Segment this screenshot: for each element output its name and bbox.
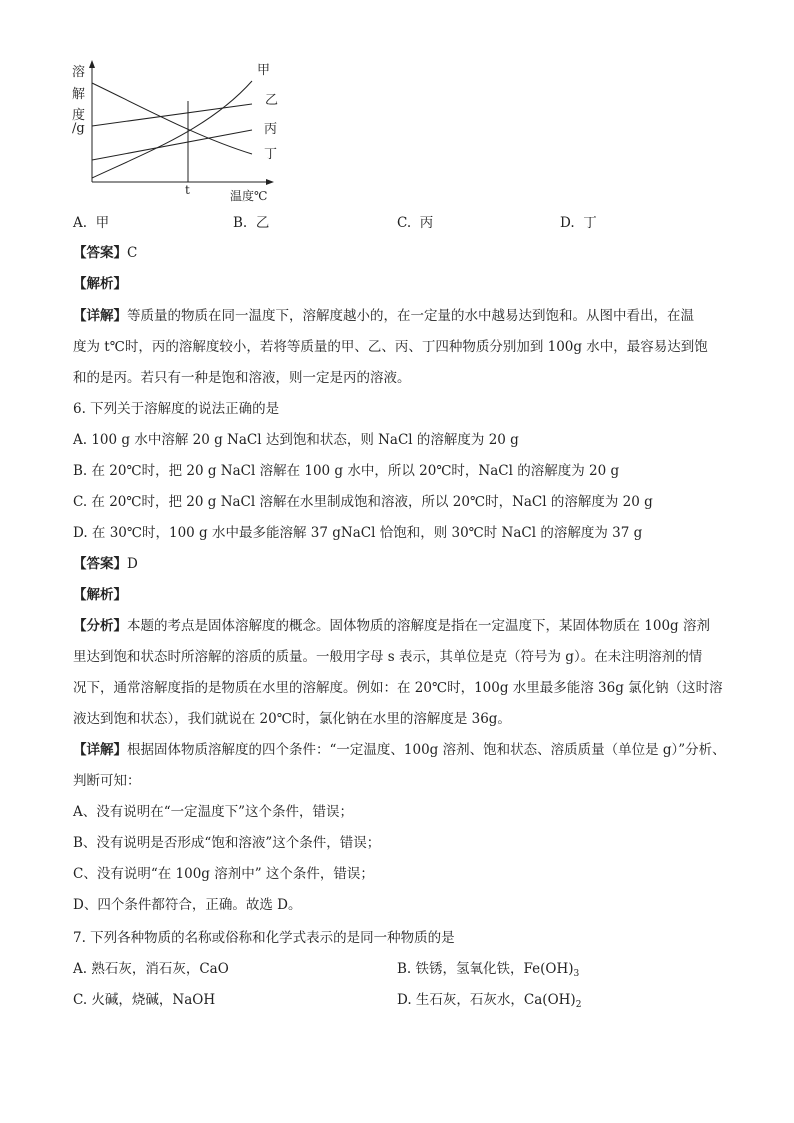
answer-tag: 【答案】	[73, 245, 127, 261]
option-text: D. 生石灰，石灰水，Ca(OH)	[397, 992, 576, 1008]
subscript: 2	[575, 1000, 582, 1010]
q6-title: 6. 下列关于溶解度的说法正确的是	[73, 401, 280, 417]
q6-fenxi-line: 液达到饱和状态），我们就说在 20℃时，氯化钠在水里的溶解度是 36g。	[73, 711, 511, 727]
option-text: 甲	[95, 215, 110, 231]
q5-detail-line	[73, 306, 694, 326]
q6-option-b: B. 在 20℃时，把 20 g NaCl 溶解在 100 g 水中，所以 20℃时，NaCl 的溶解度为 20 g	[73, 463, 620, 479]
q7-option-c: C. 火碱，烧碱，NaOH	[73, 992, 216, 1008]
y-label-char: 解	[72, 87, 86, 102]
answer-value: D	[127, 556, 138, 572]
y-label-char: /g	[72, 121, 85, 136]
detail-tag: 【详解】	[73, 308, 127, 324]
q6-detail-line	[73, 740, 726, 760]
q7-title: 7. 下列各种物质的名称或俗称和化学式表示的是同一种物质的是	[73, 930, 455, 946]
y-axis-arrow	[89, 60, 95, 68]
fenxi-text: 本题的考点是固体溶解度的概念。固体物质的溶解度是指在一定温度下，某固体物质在 100g 溶剂	[127, 618, 710, 634]
series-line-乙	[92, 104, 252, 126]
series-line-丙	[92, 130, 252, 160]
q5-option-d	[560, 213, 597, 233]
q6-detail-line: C、没有说明“在 100g 溶剂中” 这个条件，错误；	[73, 866, 374, 882]
q5-detail-line: 和的是丙。若只有一种是饱和溶液，则一定是丙的溶液。	[73, 370, 411, 386]
q6-option-a: A. 100 g 水中溶解 20 g NaCl 达到饱和状态，则 NaCl 的溶解度为 20 g	[73, 432, 519, 448]
q6-detail-line: B、没有说明是否形成“饱和溶液”这个条件，错误；	[73, 835, 381, 851]
q7-option-a: A. 熟石灰，消石灰，CaO	[73, 961, 229, 977]
subscript: 3	[573, 969, 580, 979]
series-line-丁	[92, 83, 252, 154]
q7-option-d	[397, 990, 581, 1010]
q6-detail-line: 判断可知：	[73, 773, 141, 789]
series-label-bing: 丙	[264, 122, 278, 137]
detail-text: 等质量的物质在同一温度下，溶解度越小的，在一定量的水中越易达到饱和。从图中看出，在温	[127, 308, 694, 324]
series-label-yi: 乙	[265, 93, 279, 108]
q5-answer	[73, 243, 137, 263]
series-label-jia: 甲	[257, 63, 271, 78]
q6-fenxi-line: 况下，通常溶解度指的是物质在水里的溶解度。例如：在 20℃时，100g 水里最多能溶 36g 氯化钠（这时溶	[73, 680, 723, 696]
option-letter: A.	[73, 215, 88, 231]
y-label-char: 溶	[72, 65, 86, 80]
t-marker-label: t	[185, 183, 190, 197]
option-text: 丙	[419, 215, 434, 231]
q6-fenxi-line	[73, 616, 710, 636]
q5-analysis	[73, 274, 127, 294]
option-letter: D.	[560, 215, 575, 231]
q5-option-c	[397, 213, 433, 233]
option-letter: C.	[397, 215, 412, 231]
fenxi-tag: 【分析】	[73, 618, 127, 634]
y-label-char: 度	[72, 108, 86, 123]
q5-detail-line: 度为 t℃时，丙的溶解度较小，若将等质量的甲、乙、丙、丁四种物质分别加到 100g 水中，最容易达到饱	[73, 339, 708, 355]
q6-option-d: D. 在 30℃时，100 g 水中最多能溶解 37 gNaCl 恰饱和，则 30℃时 NaCl 的溶解度为 37 g	[73, 525, 643, 541]
q6-detail-line: A、没有说明在“一定温度下”这个条件，错误；	[73, 804, 354, 820]
detail-text: 根据固体物质溶解度的四个条件：“一定温度、100g 溶剂、饱和状态、溶质质量（单位是 g）”分析、	[127, 742, 726, 758]
analysis-tag: 【解析】	[73, 587, 127, 603]
option-letter: B.	[233, 215, 248, 231]
option-text: 丁	[583, 215, 597, 231]
solubility-chart	[60, 56, 360, 266]
y-axis-label	[72, 64, 85, 136]
x-axis-arrow	[266, 179, 274, 185]
q5-option-b	[233, 213, 269, 233]
q6-detail-line: D、四个条件都符合，正确。故选 D。	[73, 897, 302, 913]
option-text: 乙	[255, 215, 270, 231]
q6-answer	[73, 554, 138, 574]
analysis-tag: 【解析】	[73, 276, 127, 292]
series-line-甲	[92, 81, 252, 178]
option-text: B. 铁锈，氢氧化铁，Fe(OH)	[397, 961, 574, 977]
x-axis-label: 温度℃	[230, 189, 268, 203]
q5-option-a	[73, 213, 109, 233]
answer-value: C	[127, 245, 138, 261]
q6-analysis	[73, 585, 127, 605]
series-label-ding: 丁	[264, 147, 278, 162]
series-lines	[92, 81, 252, 178]
q6-option-c: C. 在 20℃时，把 20 g NaCl 溶解在水里制成饱和溶液，所以 20℃时，NaCl 的溶解度为 20 g	[73, 494, 653, 510]
q7-option-b	[397, 959, 579, 979]
detail-tag: 【详解】	[73, 742, 127, 758]
answer-tag: 【答案】	[73, 556, 127, 572]
q6-fenxi-line: 里达到饱和状态时所溶解的溶质的质量。一般用字母 s 表示，其单位是克（符号为 g）。在未注明溶剂的情	[73, 649, 703, 665]
